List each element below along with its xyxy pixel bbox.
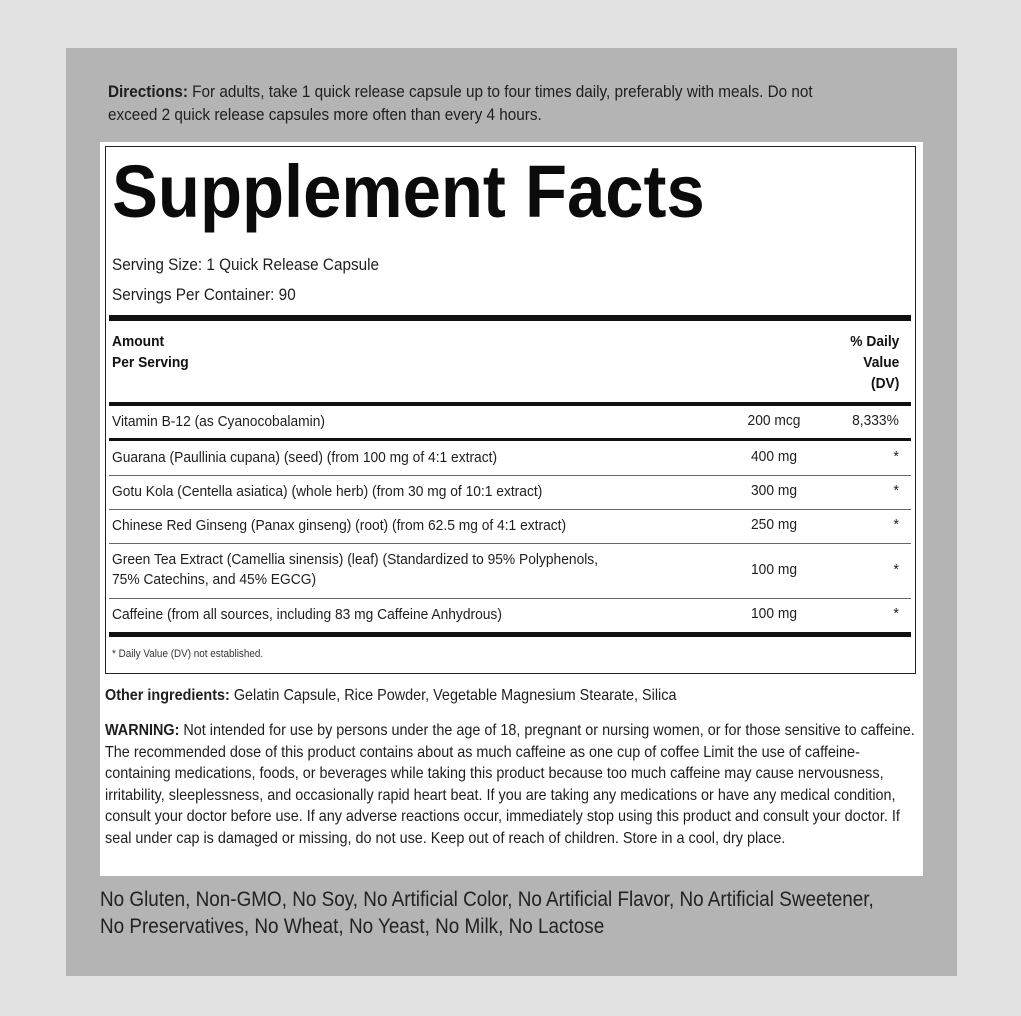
amount-per-serving-header	[112, 331, 189, 373]
row-divider	[109, 543, 911, 544]
warning-label: WARNING:	[105, 722, 180, 739]
ingredient-name: Chinese Red Ginseng (Panax ginseng) (root) (from 62.5 mg of 4:1 extract)	[112, 517, 567, 534]
ingredient-amount: 250 mg	[750, 516, 798, 533]
row-divider	[109, 475, 911, 476]
directions-body-2: exceed 2 quick release capsules more often than every 4 hours.	[108, 105, 542, 124]
dv-footnote: * Daily Value (DV) not established.	[112, 648, 264, 660]
row-divider	[109, 509, 911, 510]
header-amount: Amount	[112, 333, 165, 350]
table-row	[109, 550, 911, 594]
ingredient-name: Vitamin B-12 (as Cyanocobalamin)	[112, 413, 325, 430]
thick-rule-top	[109, 315, 911, 321]
ingredient-dv: *	[893, 605, 899, 622]
ingredient-amount: 200 mcg	[747, 412, 801, 429]
ingredient-amount: 300 mg	[750, 482, 798, 499]
other-ingredients	[105, 687, 676, 705]
servings-per-container: Servings Per Container: 90	[112, 285, 296, 304]
row-divider	[109, 598, 911, 599]
ingredient-name-line-1: Green Tea Extract (Camellia sinensis) (leaf) (Standardized to 95% Polyphenols,	[112, 551, 599, 568]
warning-body: Not intended for use by persons under the age of 18, pregnant or nursing women, or for those sensitive to caffeine. The recommended dose of this product contains about as much caffeine as one cup of coffee Limit the use of caffeine-containing medications, foods, or beverages while taking this product because too much caffeine may cause nervousness, irritability, sleeplessness, and occasionally rapid heart beat. If you are taking any medications or have any medical condition, consult your doctor before use. If any adverse reactions occur, immediately stop using this product and consult your doctor. If seal under cap is damaged or missing, do not use. Keep out of reach of children. Store in a cool, dry place.	[105, 722, 915, 847]
supplement-facts-title: Supplement Facts	[112, 150, 705, 233]
other-ingredients-text: Gelatin Capsule, Rice Powder, Vegetable Magnesium Stearate, Silica	[229, 687, 677, 704]
ingredient-dv: *	[893, 448, 899, 465]
header-daily: % Daily	[849, 333, 899, 350]
ingredient-name: Guarana (Paullinia cupana) (seed) (from 100 mg of 4:1 extract)	[112, 449, 498, 466]
ingredient-name-line-2: 75% Catechins, and 45% EGCG)	[112, 571, 317, 588]
ingredient-dv: *	[893, 516, 899, 533]
ingredient-dv: *	[893, 561, 899, 578]
row-rule-thick	[109, 438, 911, 441]
ingredient-dv: 8,333%	[852, 412, 899, 429]
directions-body: For adults, take 1 quick release capsule up to four times daily, preferably with meals. Do not	[187, 82, 813, 101]
warning-text	[105, 720, 915, 849]
header-per-serving: Per Serving	[112, 354, 189, 371]
daily-value-header	[850, 331, 899, 394]
other-ingredients-label: Other ingredients:	[105, 687, 230, 704]
directions-label: Directions:	[108, 82, 188, 101]
ingredient-name: Gotu Kola (Centella asiatica) (whole herb) (from 30 mg of 10:1 extract)	[112, 483, 543, 500]
thick-rule-bottom	[109, 632, 911, 637]
ingredient-amount: 100 mg	[750, 561, 798, 578]
header-dv: (DV)	[870, 375, 899, 392]
free-from-statement: No Gluten, Non-GMO, No Soy, No Artificial Color, No Artificial Flavor, No Artificial Sweetener, No Preservatives, No Wheat, No Yeast, No Milk, No Lactose	[100, 888, 874, 938]
thick-rule-header	[109, 402, 911, 406]
ingredient-amount: 400 mg	[750, 448, 798, 465]
ingredient-name: Caffeine (from all sources, including 83 mg Caffeine Anhydrous)	[112, 606, 502, 623]
ingredient-dv: *	[893, 482, 899, 499]
ingredient-amount: 100 mg	[750, 605, 798, 622]
directions-text	[108, 80, 828, 126]
serving-size: Serving Size: 1 Quick Release Capsule	[112, 255, 380, 274]
header-value: Value	[862, 354, 899, 371]
ingredient-name	[112, 550, 598, 590]
